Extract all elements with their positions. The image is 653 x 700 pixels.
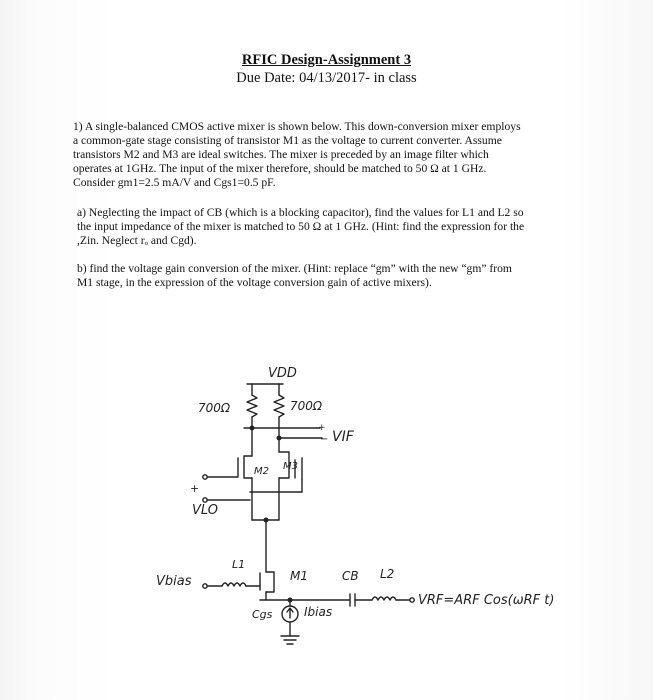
question-1-line: 1) A single-balanced CMOS active mixer is shown below. This down-conversion mixer employs [73, 120, 521, 133]
vrf-label: VRF=ARF Cos(ωRF t) [418, 593, 555, 608]
mixer-circuit-diagram [140, 355, 600, 655]
cb-label: CB [342, 569, 359, 583]
assignment-title: RFIC Design-Assignment 3 [241, 52, 412, 68]
vif-label: VIF [332, 429, 354, 445]
question-1-line: transistors M2 and M3 are ideal switches. The mixer is preceded by an image filter which [73, 148, 489, 161]
m2-channel [244, 456, 252, 478]
part-a-line: a) Neglecting the impact of CB (which is a blocking capacitor), find the values for L1 and L2 so [77, 206, 524, 219]
node-dot [277, 436, 281, 440]
m3-label: M3 [283, 461, 298, 472]
l2-label: L2 [380, 567, 395, 581]
if-minus: − [320, 434, 329, 445]
resistor-right [274, 395, 284, 417]
if-plus: + [318, 423, 326, 433]
inductor-l1 [222, 583, 246, 586]
m2-label: M2 [254, 466, 269, 477]
vdd-label: VDD [268, 366, 297, 381]
part-a-line: ,Zin. Neglect rₒ and Cgd). [77, 234, 197, 247]
question-1-line: operates at 1GHz. The input of the mixer therefore, should be matched to 50 Ω at 1 GHz. [73, 162, 487, 175]
part-a-line: the input impedance of the mixer is matched to 50 Ω at 1 GHz. (Hint: find the expression for the [77, 220, 525, 233]
resistor-right-label: 700Ω [290, 399, 323, 413]
resistor-left-label: 700Ω [198, 401, 231, 415]
vbias-label: Vbias [156, 574, 192, 589]
part-b-paragraph [77, 262, 579, 290]
part-a-paragraph [77, 206, 579, 248]
due-date: Due Date: 04/13/2017- in class [236, 70, 417, 86]
l1-label: L1 [232, 558, 246, 571]
inductor-l2 [372, 597, 396, 600]
part-b-line: b) find the voltage gain conversion of the mixer. (Hint: replace “gm” with the new “gm” from [77, 262, 512, 275]
node-dot [250, 426, 254, 430]
resistor-left [247, 395, 257, 417]
ibias-label: Ibias [304, 605, 333, 619]
question-1-line: a common-gate stage consisting of transistor M1 as the voltage to current converter. Assume [73, 134, 502, 147]
m1-channel [266, 572, 274, 592]
m1-label: M1 [290, 569, 308, 583]
cgs-label: Cgs [252, 608, 273, 621]
rf-terminal [410, 598, 414, 602]
lo-plus: + [190, 482, 200, 495]
question-1-line: Consider gm1=2.5 mA/V and Cgs1=0.5 pF. [73, 176, 276, 189]
part-b-line: M1 stage, in the expression of the voltage conversion gain of active mixers). [77, 276, 432, 289]
vlo-label: VLO [192, 503, 218, 518]
question-1-paragraph [73, 120, 578, 190]
